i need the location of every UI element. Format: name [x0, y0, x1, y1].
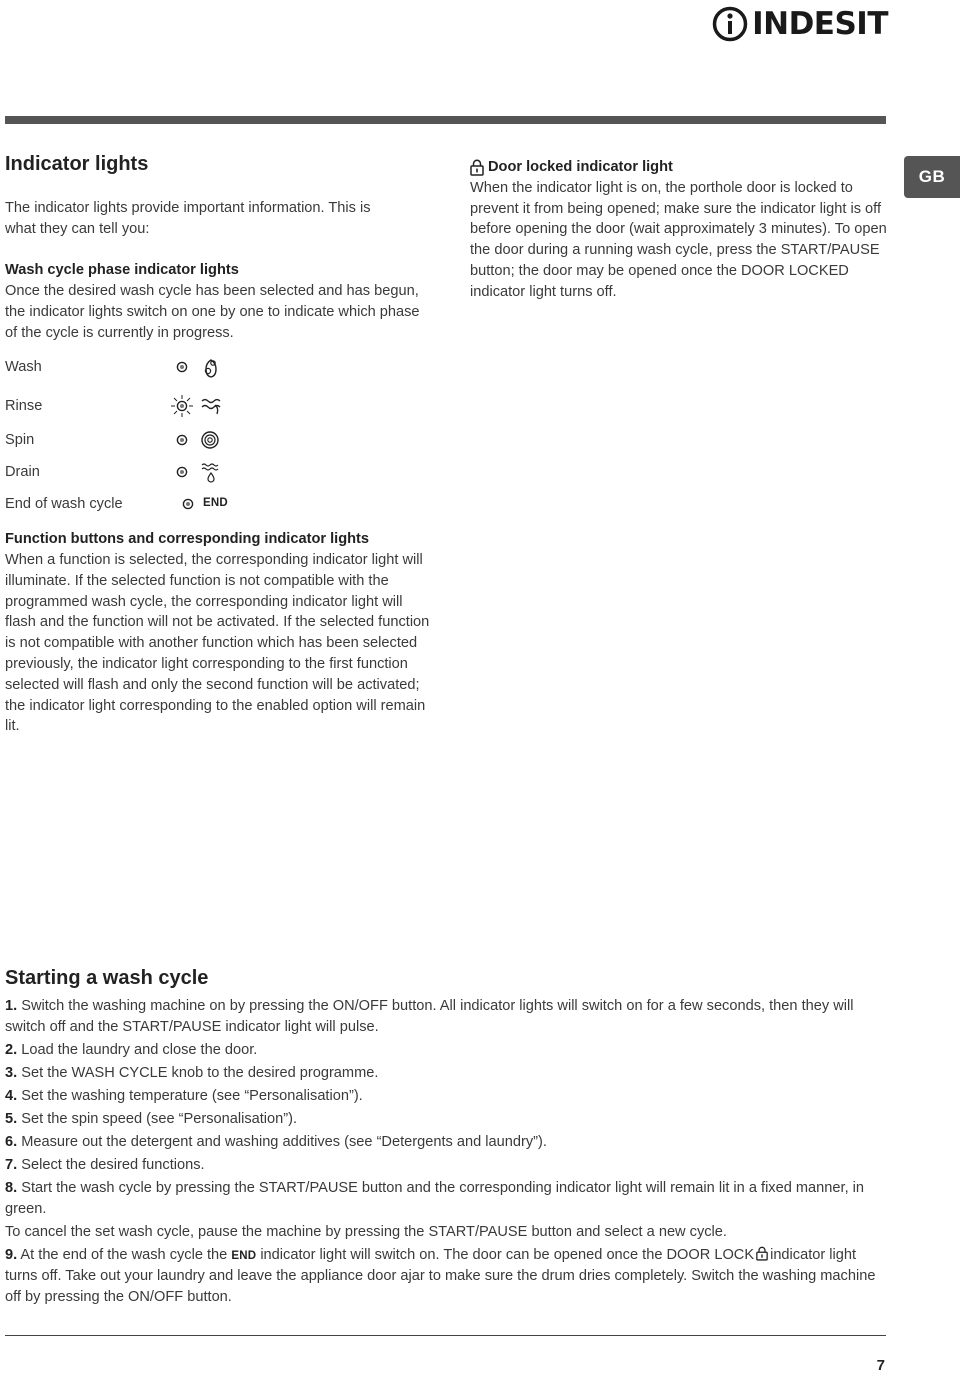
end-icon: END	[203, 497, 228, 509]
step-4: 4. Set the washing temperature (see “Personalisation”).	[5, 1087, 363, 1104]
phase-label: Rinse	[5, 398, 43, 414]
phase-row-end	[5, 494, 245, 514]
cancel-note: To cancel the set wash cycle, pause the machine by pressing the START/PAUSE button and select a new cycle.	[5, 1223, 727, 1240]
phase-subtitle: Wash cycle phase indicator lights	[5, 262, 239, 278]
phase-label: Wash	[5, 359, 42, 375]
step-9: 9. At the end of the wash cycle the END indicator light will switch on. The door can be opened once the DOOR LOCK indicator light turns off. Take out your laundry and leave the appliance door ajar to make sure the drum dries completely. Switch the washing machine off by pressing the ON/OFF button.	[5, 1246, 876, 1305]
page-number: 7	[876, 1357, 885, 1374]
brand-name: INDESIT	[752, 6, 888, 42]
steps-list	[5, 996, 890, 1310]
indicator-intro: The indicator lights provide important information. This is what they can tell you:	[5, 200, 371, 237]
phase-row-drain	[5, 462, 245, 482]
step-1: 1. Switch the washing machine on by pressing the ON/OFF button. All indicator lights will switch on for a few seconds, then they will switch off and the START/PAUSE indicator light will pulse.	[5, 998, 854, 1035]
end-icon: END	[231, 1249, 257, 1262]
drain-icon	[199, 462, 223, 484]
step-6: 6. Measure out the detergent and washing additives (see “Detergents and laundry”).	[5, 1133, 547, 1150]
indicator-led	[176, 434, 188, 446]
phase-row-spin	[5, 430, 245, 450]
header-rule	[5, 116, 886, 124]
step-8: 8. Start the wash cycle by pressing the START/PAUSE button and the corresponding indicator light will remain lit in a fixed manner, in green.	[5, 1180, 865, 1217]
indesit-logo-icon	[712, 6, 748, 42]
footer-rule	[5, 1335, 886, 1336]
step-5: 5. Set the spin speed (see “Personalisation”).	[5, 1110, 298, 1127]
phase-row-rinse	[5, 396, 245, 416]
step-7: 7. Select the desired functions.	[5, 1157, 205, 1174]
phase-label: End of wash cycle	[5, 496, 123, 512]
blinking-led-icon	[170, 394, 194, 418]
door-locked-block	[470, 157, 890, 303]
wash-icon	[199, 357, 223, 379]
spin-icon	[199, 430, 221, 450]
door-locked-text: When the indicator light is on, the porthole door is locked to prevent it from being opened; make sure the indicator light is off before opening the door (wait approximately 3 minutes). To open the door during a running wash cycle, press the START/PAUSE button; the door may be opened once the DOOR LOCKED indicator light turns off.	[470, 179, 887, 300]
indicator-led	[176, 361, 188, 373]
door-locked-title-text: Door locked indicator light	[488, 159, 673, 175]
phase-label: Spin	[5, 432, 35, 448]
step-3: 3. Set the WASH CYCLE knob to the desired programme.	[5, 1064, 379, 1081]
padlock-icon	[756, 1246, 768, 1261]
phase-row-wash	[5, 357, 245, 377]
indicator-led	[182, 498, 194, 510]
rinse-icon	[199, 396, 225, 416]
indicator-led	[176, 466, 188, 478]
function-description: When a function is selected, the corresponding indicator light will illuminate. If the selected function is not compatible with the programmed wash cycle, the corresponding indicator light will flash and the function will not be activated. If the selected function is not compatible with another function which has been selected previously, the indicator light corresponding to the first function selected will flash and only the second function will be activated; the indicator light corresponding to the enabled option will remain lit.	[5, 552, 430, 735]
door-locked-title	[470, 157, 890, 178]
phase-label: Drain	[5, 464, 40, 480]
section-title-starting: Starting a wash cycle	[5, 967, 209, 989]
brand-logo	[712, 0, 888, 48]
padlock-icon	[470, 159, 484, 176]
function-subtitle: Function buttons and corresponding indicator lights	[5, 531, 370, 547]
section-title-indicator-lights: Indicator lights	[5, 153, 149, 175]
step-2: 2. Load the laundry and close the door.	[5, 1041, 258, 1058]
language-tab: GB	[904, 156, 960, 198]
phase-description: Once the desired wash cycle has been selected and has begun, the indicator lights switch on one by one to indicate which phase of the cycle is currently in progress.	[5, 283, 420, 341]
